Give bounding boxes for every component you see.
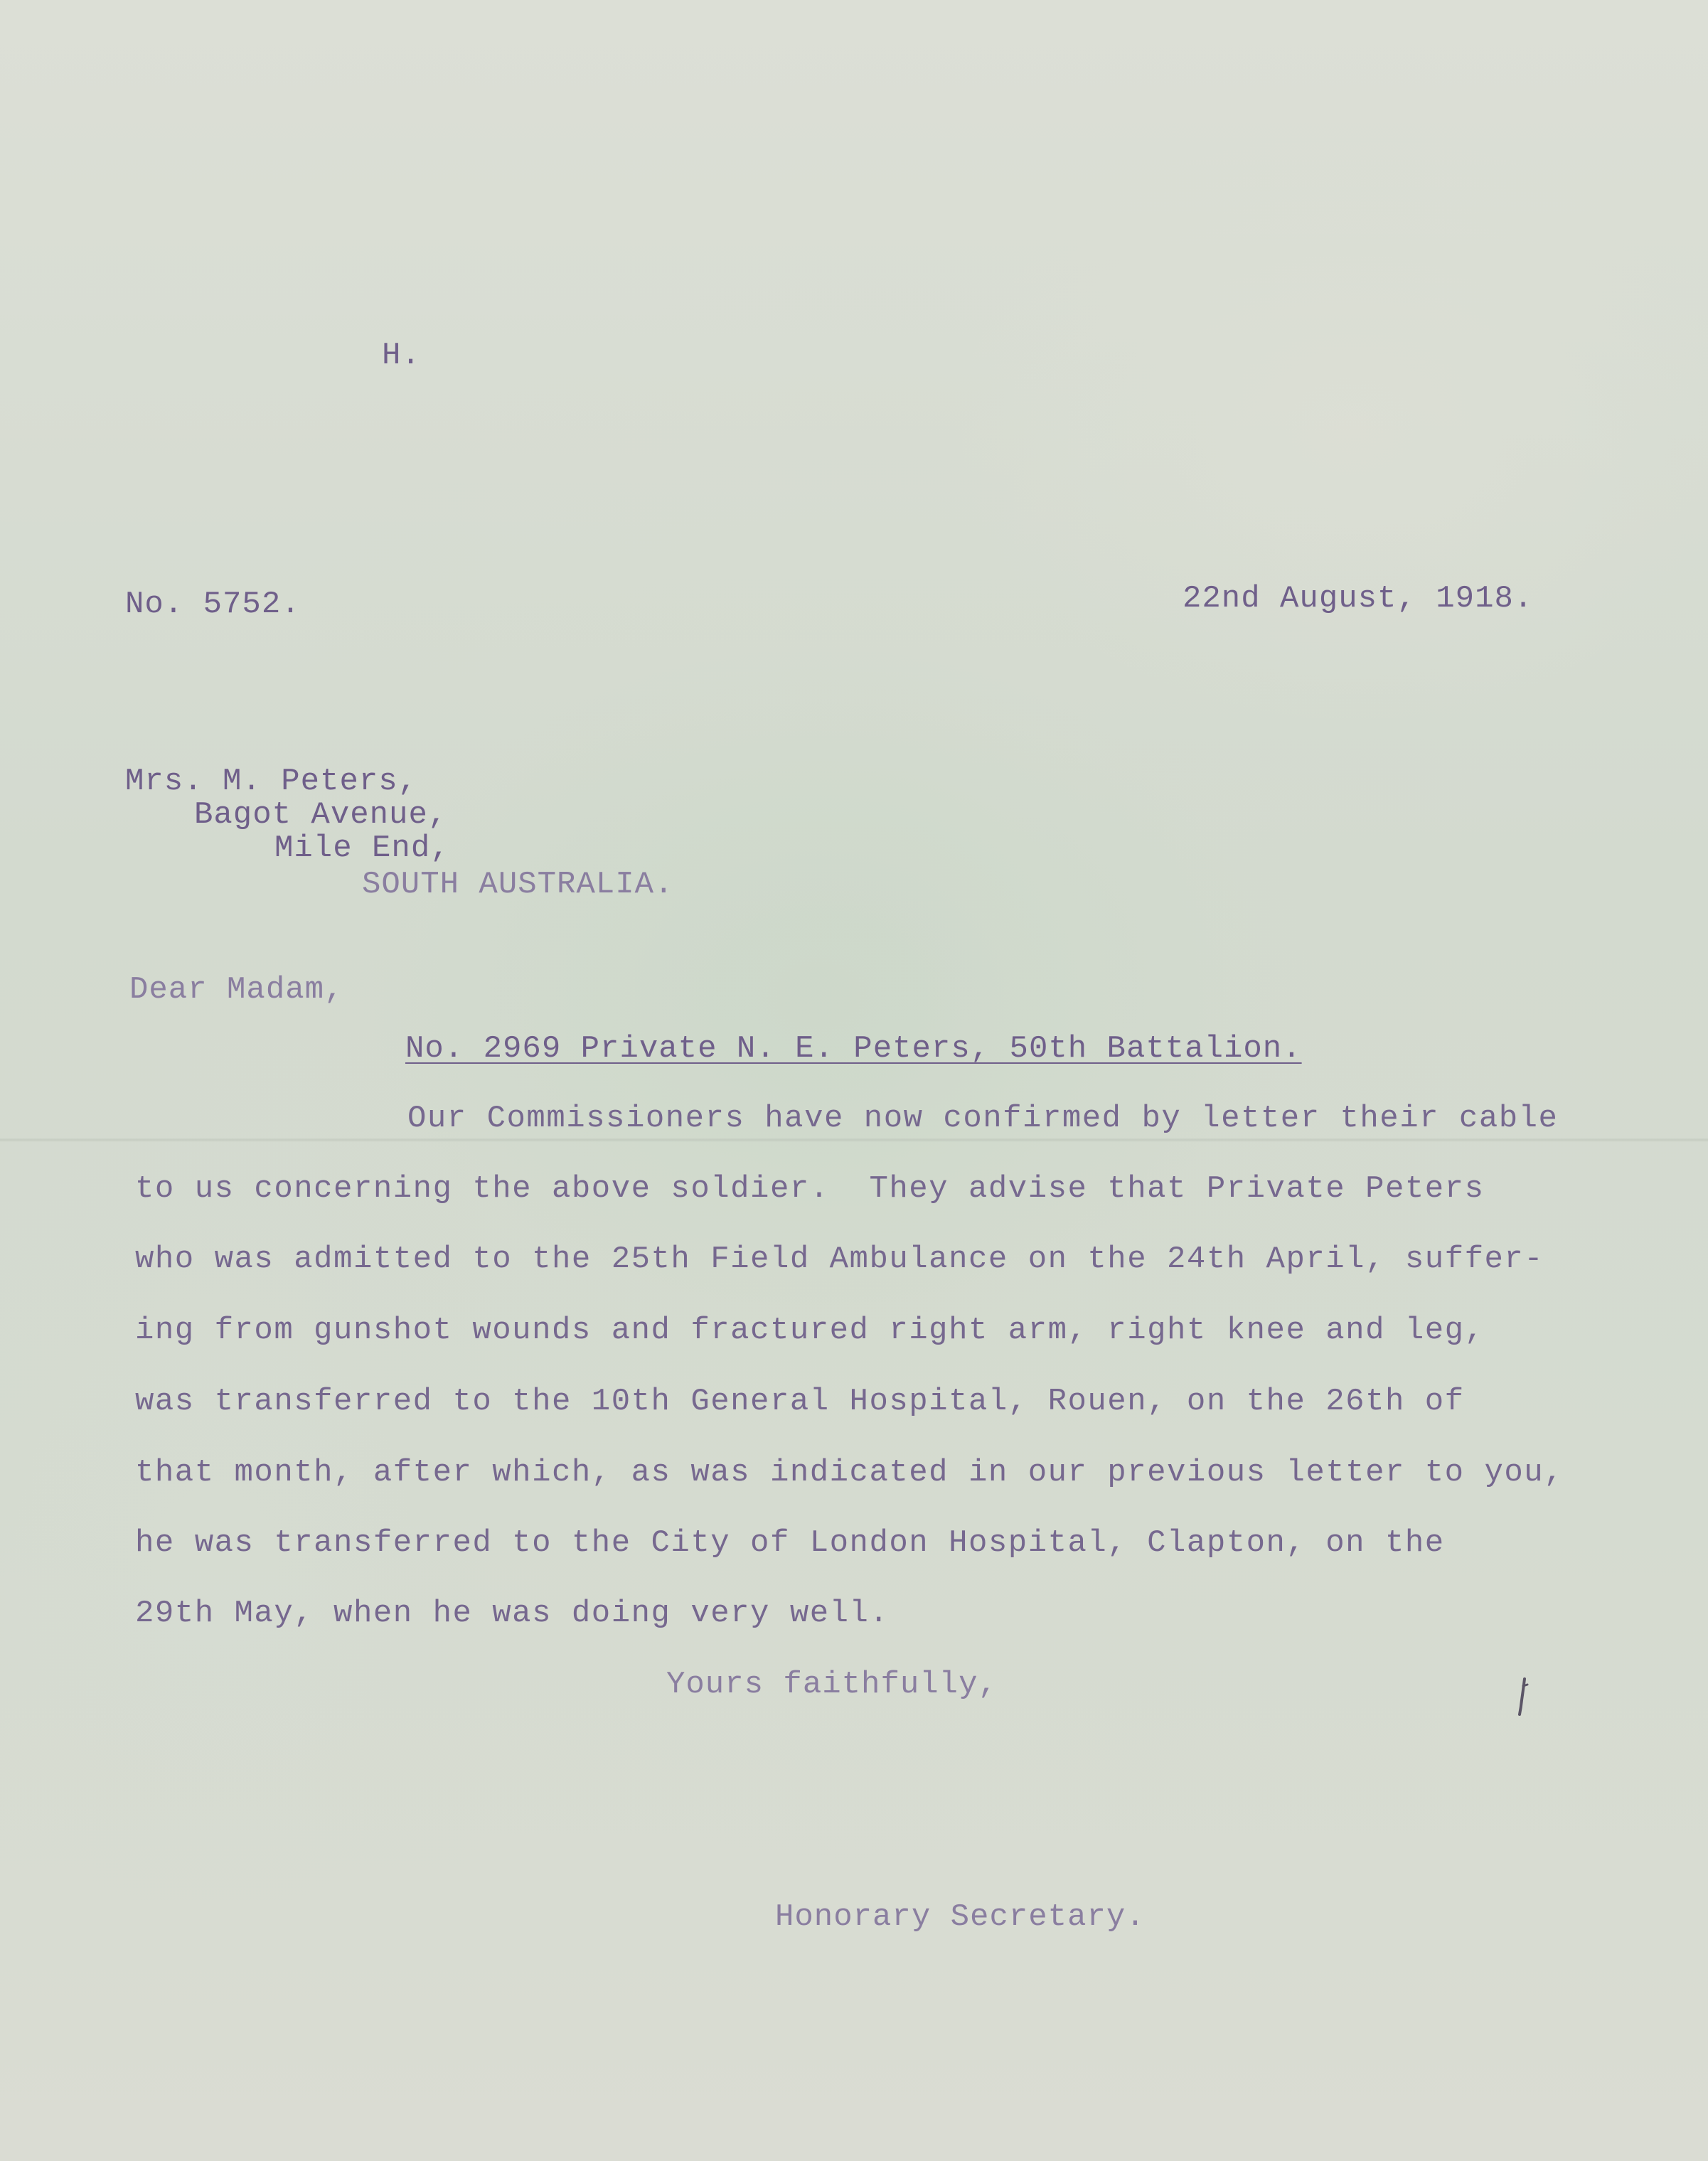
recipient-suburb: Mile End, [274,831,450,866]
body-line: he was transferred to the City of London Hospital, Clapton, on the [135,1525,1445,1561]
body-line: ing from gunshot wounds and fractured right arm, right knee and leg, [135,1313,1485,1348]
paper-fold-crease [0,1138,1708,1142]
letter-initial: H. [382,338,421,373]
recipient-state: SOUTH AUSTRALIA. [362,867,674,902]
body-line: that month, after which, as was indicated in our previous letter to you, [135,1455,1564,1490]
salutation: Dear Madam, [129,972,344,1008]
body-line: who was admitted to the 25th Field Ambulance on the 24th April, suffer- [135,1242,1544,1277]
closing: Yours faithfully, [666,1667,998,1702]
ink-mark-icon [1513,1676,1534,1719]
body-line: 29th May, when he was doing very well. [135,1596,890,1631]
reference-number: No. 5752. [125,587,301,622]
signatory-title: Honorary Secretary. [775,1899,1146,1935]
body-line: Our Commissioners have now confirmed by letter their cable [407,1101,1559,1136]
subject-line: No. 2969 Private N. E. Peters, 50th Battalion. [405,1031,1302,1067]
body-line: was transferred to the 10th General Hospital, Rouen, on the 26th of [135,1384,1465,1419]
body-line: to us concerning the above soldier. They advise that Private Peters [135,1171,1485,1207]
recipient-street: Bagot Avenue, [194,797,448,833]
recipient-name: Mrs. M. Peters, [125,764,418,799]
letter-date: 22nd August, 1918. [1183,581,1534,617]
